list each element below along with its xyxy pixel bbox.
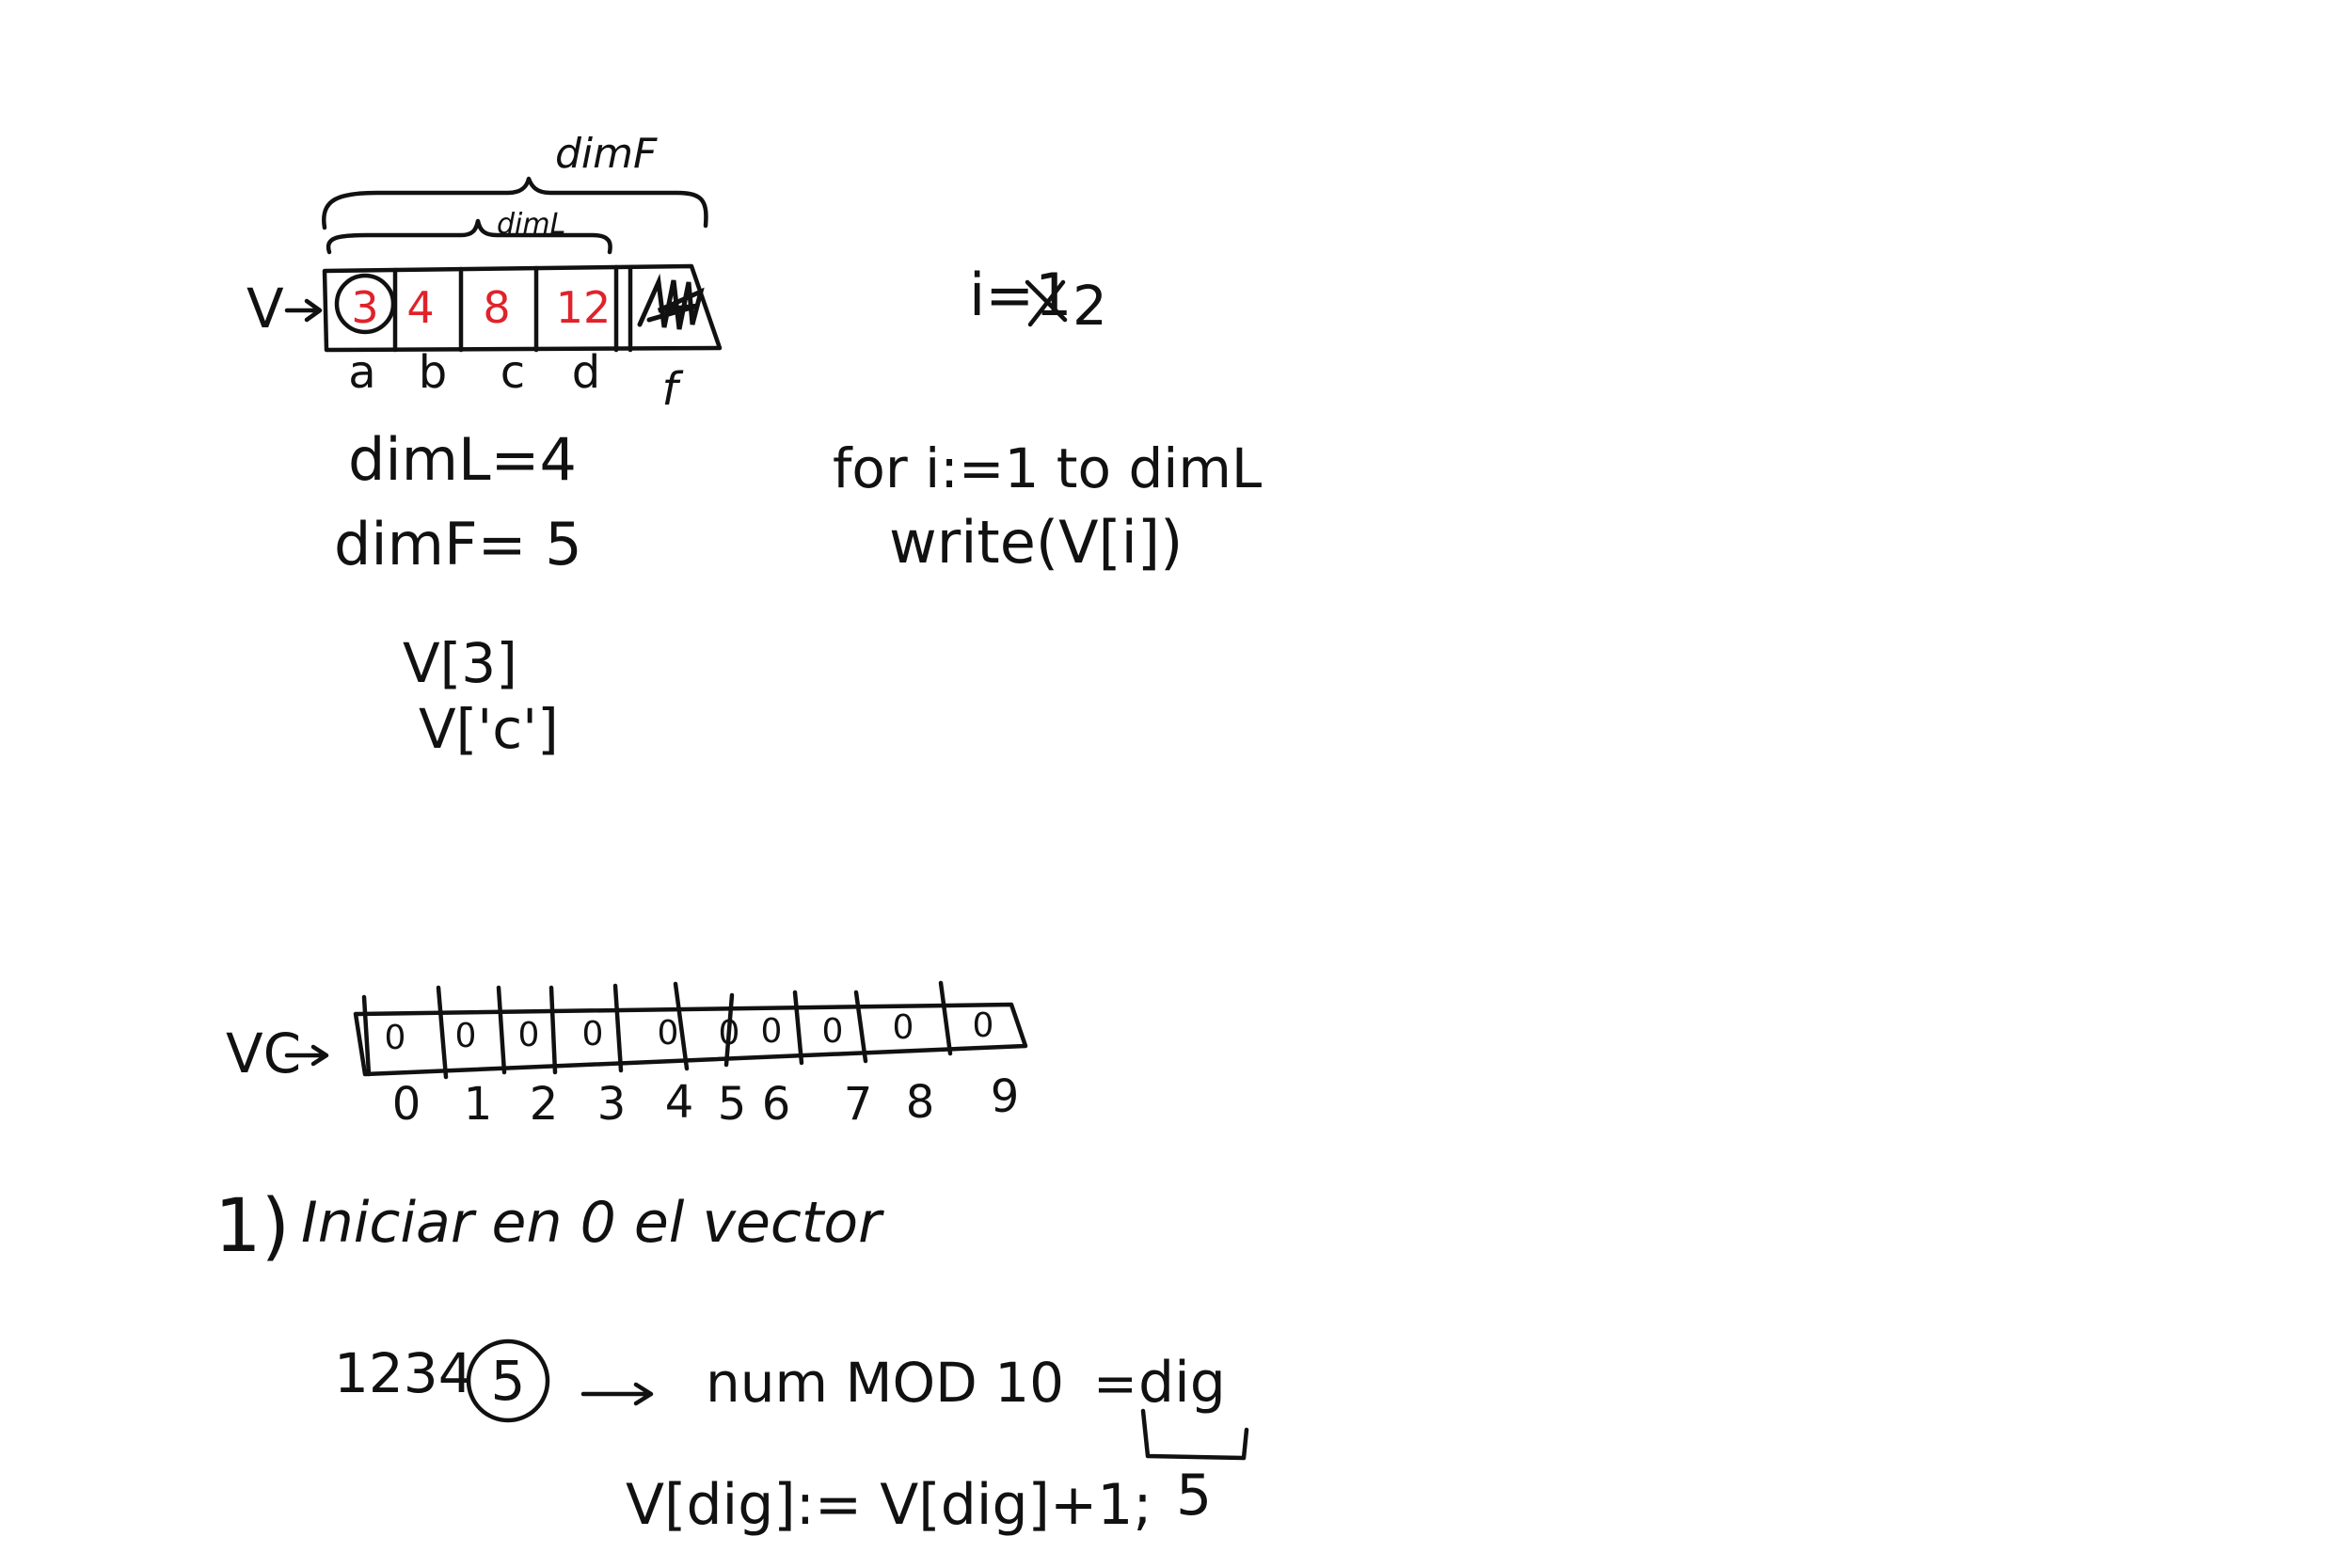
vector-v-value: 8 <box>483 282 511 333</box>
vector-v-value: 3 <box>351 282 379 333</box>
loop-line-2: write(V[i]) <box>889 508 1184 577</box>
dig-label: dig <box>1138 1350 1226 1416</box>
i-assign-value: 2 <box>1073 274 1107 338</box>
vector-vc-index: 1 <box>463 1078 493 1131</box>
vector-vc-divider <box>438 988 446 1077</box>
step-1-number: 1) <box>215 1184 291 1269</box>
vector-vc-divider <box>499 988 504 1072</box>
vector-v-index: d <box>571 346 601 399</box>
vector-vc-index: 0 <box>391 1078 421 1131</box>
dig-underline-bracket <box>1143 1411 1247 1458</box>
equals-sign: = <box>1093 1354 1137 1415</box>
vector-v-value: 4 <box>406 282 435 333</box>
access-char-note: V['c'] <box>419 697 559 761</box>
diml-brace-label: dimL <box>497 208 566 241</box>
number-prefix: 1234 <box>334 1341 473 1405</box>
assignment-line: V[dig]:= V[dig]+1; <box>626 1472 1152 1538</box>
vector-v-index: f <box>661 363 678 416</box>
vector-vc-value: 0 <box>384 1019 406 1057</box>
unused-cell-scribble <box>640 280 701 329</box>
vector-vc-index: 2 <box>529 1078 559 1131</box>
access-numeric-note: V[3] <box>403 631 517 695</box>
vector-vc-index: 5 <box>717 1078 747 1131</box>
vector-vc-diagram <box>226 983 1025 1131</box>
vector-vc-divider <box>615 986 621 1070</box>
vector-v-value: 12 <box>555 282 612 333</box>
vector-vc-divider <box>551 988 555 1072</box>
vector-vc-value: 0 <box>760 1012 783 1051</box>
vector-v-index: a <box>348 346 376 399</box>
vector-vc-divider <box>795 992 802 1063</box>
vector-vc-value: 0 <box>718 1014 740 1053</box>
diml-note: dimL=4 <box>348 425 577 494</box>
vector-vc-index: 6 <box>761 1078 791 1131</box>
i-assign-prefix: i= <box>969 261 1035 329</box>
vector-vc-value: 0 <box>821 1012 844 1051</box>
vector-v-index: c <box>500 346 526 399</box>
i-assign-crossed: 1 <box>1035 261 1073 329</box>
vector-vc-value: 0 <box>892 1008 914 1047</box>
vector-vc-index: 9 <box>990 1070 1020 1123</box>
dimf-brace-label: dimF <box>555 130 658 178</box>
diml-brace <box>328 221 611 252</box>
vector-v-diagram <box>246 130 720 416</box>
vector-vc-value: 0 <box>657 1014 679 1053</box>
vector-v-label: V <box>246 277 284 341</box>
vector-vc-divider <box>856 992 866 1061</box>
step-1-text: Iniciar en 0 el vector <box>301 1190 882 1256</box>
dig-value: 5 <box>1176 1463 1213 1528</box>
vector-vc-index: 4 <box>664 1076 694 1129</box>
vector-vc-index: 3 <box>596 1078 627 1131</box>
vector-vc-value: 0 <box>972 1006 994 1045</box>
number-circled-digit: 5 <box>490 1349 526 1413</box>
mod-example <box>334 1341 1247 1538</box>
vector-v-arrow <box>287 301 320 320</box>
vector-vc-index: 7 <box>843 1078 873 1131</box>
dimf-note: dimF= 5 <box>334 510 582 578</box>
mod-expression: num MOD 10 <box>706 1351 1065 1415</box>
vector-vc-value: 0 <box>454 1017 477 1055</box>
i-assignment <box>969 261 1107 338</box>
vector-vc-value: 0 <box>581 1015 604 1053</box>
vector-vc-label: VC <box>226 1022 302 1085</box>
vector-vc-value: 0 <box>517 1016 540 1054</box>
loop-line-1: for i:=1 to dimL <box>833 436 1263 500</box>
implies-arrow <box>583 1385 651 1403</box>
vector-vc-index: 8 <box>905 1076 935 1129</box>
vector-v-index: b <box>418 346 448 399</box>
vector-vc-divider <box>941 983 950 1053</box>
